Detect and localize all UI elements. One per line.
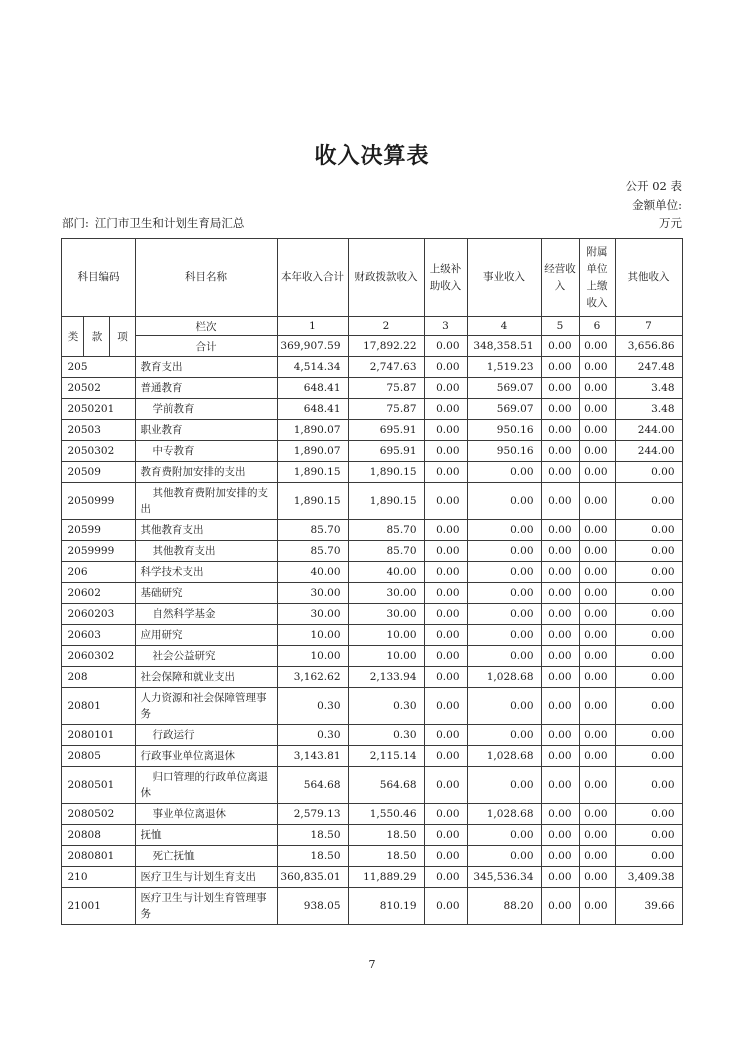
value-cell: 0.00 — [615, 688, 682, 725]
value-cell: 10.00 — [348, 625, 424, 646]
value-cell: 0.00 — [615, 541, 682, 562]
value-cell: 0.00 — [579, 399, 615, 420]
value-cell: 0.00 — [615, 583, 682, 604]
value-cell: 0.00 — [467, 562, 541, 583]
value-cell: 18.50 — [277, 846, 348, 867]
lanci-number: 1 — [277, 317, 348, 336]
value-cell: 1,890.15 — [348, 462, 424, 483]
subject-name-cell: 职业教育 — [135, 420, 277, 441]
value-cell: 1,028.68 — [467, 746, 541, 767]
value-cell: 0.00 — [424, 441, 467, 462]
subject-code-cell: 205 — [62, 357, 135, 378]
value-cell: 0.00 — [467, 767, 541, 804]
value-cell: 0.00 — [579, 646, 615, 667]
value-cell: 1,890.07 — [277, 420, 348, 441]
value-cell: 0.00 — [467, 825, 541, 846]
value-cell: 2,747.63 — [348, 357, 424, 378]
lanci-number: 4 — [467, 317, 541, 336]
revenue-table — [61, 238, 682, 925]
value-cell: 0.00 — [541, 804, 579, 825]
value-cell: 3,143.81 — [277, 746, 348, 767]
value-cell: 88.20 — [467, 888, 541, 925]
value-cell: 0.00 — [615, 825, 682, 846]
value-cell: 40.00 — [277, 562, 348, 583]
value-cell: 0.00 — [615, 520, 682, 541]
subject-name-cell: 自然科学基金 — [135, 604, 277, 625]
value-cell: 0.00 — [541, 746, 579, 767]
value-cell: 0.00 — [579, 825, 615, 846]
value-cell: 1,890.15 — [277, 462, 348, 483]
department — [62, 215, 244, 232]
value-cell: 0.00 — [579, 867, 615, 888]
subject-code-cell: 20602 — [62, 583, 135, 604]
value-cell: 0.00 — [541, 846, 579, 867]
value-cell: 0.00 — [541, 825, 579, 846]
value-cell: 0.30 — [348, 688, 424, 725]
value-cell: 10.00 — [277, 646, 348, 667]
value-cell: 0.00 — [615, 483, 682, 520]
value-cell: 0.00 — [579, 583, 615, 604]
value-cell: 0.00 — [579, 688, 615, 725]
lanci-number: 7 — [615, 317, 682, 336]
value-cell: 0.00 — [424, 867, 467, 888]
table-row — [62, 583, 682, 604]
value-cell: 244.00 — [615, 420, 682, 441]
value-cell: 0.00 — [615, 625, 682, 646]
table-header — [62, 239, 682, 357]
value-cell: 0.00 — [541, 399, 579, 420]
subject-code-cell: 206 — [62, 562, 135, 583]
lanci-label: 栏次 — [135, 317, 277, 336]
table-row — [62, 667, 682, 688]
value-cell: 2,579.13 — [277, 804, 348, 825]
table-row — [62, 520, 682, 541]
value-cell: 0.00 — [579, 725, 615, 746]
subject-code-cell: 20603 — [62, 625, 135, 646]
value-cell: 0.00 — [424, 378, 467, 399]
lanci-number: 3 — [424, 317, 467, 336]
value-cell: 0.00 — [615, 846, 682, 867]
header-col-fiscal: 财政拨款收入 — [348, 239, 424, 317]
table-row — [62, 625, 682, 646]
value-cell: 247.48 — [615, 357, 682, 378]
value-cell: 564.68 — [348, 767, 424, 804]
value-cell: 0.00 — [541, 357, 579, 378]
table-row — [62, 688, 682, 725]
subject-name-cell: 其他教育支出 — [135, 520, 277, 541]
department-label: 部门: — [62, 216, 89, 230]
header-col-affiliate: 附属单位上缴收入 — [579, 239, 615, 317]
subject-name-cell: 应用研究 — [135, 625, 277, 646]
value-cell: 0.00 — [541, 725, 579, 746]
value-cell: 0.00 — [424, 483, 467, 520]
value-cell: 0.00 — [541, 688, 579, 725]
value-cell: 0.00 — [579, 357, 615, 378]
value-cell: 0.00 — [467, 520, 541, 541]
value-cell: 0.30 — [277, 688, 348, 725]
table-row — [62, 420, 682, 441]
value-cell: 0.00 — [424, 583, 467, 604]
table-row — [62, 378, 682, 399]
value-cell: 1,890.15 — [348, 483, 424, 520]
subject-name-cell: 死亡抚恤 — [135, 846, 277, 867]
value-cell: 0.00 — [424, 357, 467, 378]
value-cell: 0.00 — [424, 667, 467, 688]
subject-code-cell: 2050302 — [62, 441, 135, 462]
table-row — [62, 825, 682, 846]
subject-name-cell: 学前教育 — [135, 399, 277, 420]
value-cell: 0.00 — [579, 562, 615, 583]
subject-name-cell: 教育费附加安排的支出 — [135, 462, 277, 483]
unit-label: 金额单位: — [632, 198, 682, 212]
value-cell: 0.00 — [424, 420, 467, 441]
value-cell: 18.50 — [277, 825, 348, 846]
value-cell: 0.00 — [541, 646, 579, 667]
subject-name-cell: 教育支出 — [135, 357, 277, 378]
value-cell: 0.00 — [424, 625, 467, 646]
value-cell: 3.48 — [615, 399, 682, 420]
value-cell: 950.16 — [467, 420, 541, 441]
value-cell: 0.00 — [579, 462, 615, 483]
table-row — [62, 725, 682, 746]
value-cell: 75.87 — [348, 378, 424, 399]
value-cell: 569.07 — [467, 378, 541, 399]
value-cell: 0.00 — [579, 625, 615, 646]
value-cell: 810.19 — [348, 888, 424, 925]
table-row — [62, 604, 682, 625]
value-cell: 648.41 — [277, 399, 348, 420]
table-row — [62, 483, 682, 520]
subject-code-cell: 20808 — [62, 825, 135, 846]
value-cell: 0.00 — [541, 867, 579, 888]
subject-code-cell: 20502 — [62, 378, 135, 399]
value-cell: 3,162.62 — [277, 667, 348, 688]
lanci-number: 2 — [348, 317, 424, 336]
total-value: 369,907.59 — [277, 336, 348, 357]
value-cell: 695.91 — [348, 441, 424, 462]
subject-name-cell: 科学技术支出 — [135, 562, 277, 583]
value-cell: 0.00 — [467, 462, 541, 483]
header-row-lanci — [62, 317, 682, 336]
value-cell: 0.00 — [424, 399, 467, 420]
total-value: 348,358.51 — [467, 336, 541, 357]
table-row — [62, 888, 682, 925]
value-cell: 0.00 — [579, 888, 615, 925]
subject-name-cell: 抚恤 — [135, 825, 277, 846]
subject-name-cell: 医疗卫生与计划生育支出 — [135, 867, 277, 888]
header-col-business: 事业收入 — [467, 239, 541, 317]
department-value: 江门市卫生和计划生育局汇总 — [94, 216, 245, 230]
subject-name-cell: 归口管理的行政单位离退休 — [135, 767, 277, 804]
sheet-label: 公开 02 表 — [625, 179, 682, 193]
value-cell: 0.00 — [541, 888, 579, 925]
value-cell: 0.00 — [467, 583, 541, 604]
value-cell: 0.00 — [541, 378, 579, 399]
value-cell: 0.00 — [467, 688, 541, 725]
table-row — [62, 646, 682, 667]
value-cell: 39.66 — [615, 888, 682, 925]
value-cell: 85.70 — [277, 520, 348, 541]
total-value: 0.00 — [541, 336, 579, 357]
subject-code-cell: 208 — [62, 667, 135, 688]
total-value: 3,656.86 — [615, 336, 682, 357]
subject-name-cell: 其他教育支出 — [135, 541, 277, 562]
page-title: 收入决算表 — [314, 143, 430, 169]
value-cell: 0.00 — [424, 846, 467, 867]
value-cell: 345,536.34 — [467, 867, 541, 888]
value-cell: 0.00 — [579, 420, 615, 441]
subject-code-cell: 2050201 — [62, 399, 135, 420]
subject-code-cell: 20599 — [62, 520, 135, 541]
subject-code-cell: 2050999 — [62, 483, 135, 520]
subject-code-cell: 21001 — [62, 888, 135, 925]
value-cell: 0.00 — [541, 420, 579, 441]
value-cell: 0.00 — [579, 520, 615, 541]
value-cell: 0.00 — [541, 541, 579, 562]
value-cell: 0.00 — [579, 483, 615, 520]
header-subject-name: 科目名称 — [135, 239, 277, 317]
value-cell: 0.00 — [424, 646, 467, 667]
value-cell: 0.00 — [424, 725, 467, 746]
subject-code-cell: 2080502 — [62, 804, 135, 825]
header-subitem: 项 — [110, 317, 135, 357]
value-cell: 85.70 — [348, 520, 424, 541]
subject-code-cell: 20801 — [62, 688, 135, 725]
value-cell: 0.00 — [579, 441, 615, 462]
subject-code-cell: 2060302 — [62, 646, 135, 667]
value-cell: 0.00 — [541, 483, 579, 520]
value-cell: 0.00 — [541, 520, 579, 541]
value-cell: 11,889.29 — [348, 867, 424, 888]
subject-name-cell: 基础研究 — [135, 583, 277, 604]
table-row — [62, 746, 682, 767]
value-cell: 569.07 — [467, 399, 541, 420]
table-row — [62, 846, 682, 867]
total-value: 0.00 — [579, 336, 615, 357]
value-cell: 0.00 — [579, 846, 615, 867]
value-cell: 3,409.38 — [615, 867, 682, 888]
value-cell: 0.00 — [424, 688, 467, 725]
subject-name-cell: 人力资源和社会保障管理事务 — [135, 688, 277, 725]
value-cell: 75.87 — [348, 399, 424, 420]
value-cell: 695.91 — [348, 420, 424, 441]
table-row — [62, 804, 682, 825]
subject-code-cell: 20509 — [62, 462, 135, 483]
value-cell: 0.00 — [615, 604, 682, 625]
value-cell: 1,890.07 — [277, 441, 348, 462]
value-cell: 0.00 — [424, 462, 467, 483]
table-row — [62, 541, 682, 562]
subject-name-cell: 普通教育 — [135, 378, 277, 399]
value-cell: 0.00 — [579, 767, 615, 804]
header-col-subsidy: 上级补助收入 — [424, 239, 467, 317]
value-cell: 0.00 — [615, 462, 682, 483]
value-cell: 0.00 — [615, 725, 682, 746]
value-cell: 1,028.68 — [467, 804, 541, 825]
value-cell: 0.30 — [277, 725, 348, 746]
value-cell: 2,133.94 — [348, 667, 424, 688]
value-cell: 0.00 — [424, 520, 467, 541]
value-cell: 0.00 — [424, 804, 467, 825]
value-cell: 0.00 — [541, 562, 579, 583]
value-cell: 0.00 — [467, 646, 541, 667]
value-cell: 0.00 — [424, 541, 467, 562]
value-cell: 0.00 — [541, 625, 579, 646]
value-cell: 0.00 — [467, 625, 541, 646]
subject-name-cell: 医疗卫生与计划生育管理事务 — [135, 888, 277, 925]
value-cell: 40.00 — [348, 562, 424, 583]
value-cell: 1,028.68 — [467, 667, 541, 688]
value-cell: 0.00 — [541, 583, 579, 604]
table-row — [62, 462, 682, 483]
value-cell: 0.00 — [541, 767, 579, 804]
value-cell: 0.00 — [424, 767, 467, 804]
department-line — [62, 215, 682, 232]
lanci-number: 5 — [541, 317, 579, 336]
subject-code-cell: 20805 — [62, 746, 135, 767]
value-cell: 0.00 — [541, 441, 579, 462]
value-cell: 0.00 — [615, 667, 682, 688]
value-cell: 950.16 — [467, 441, 541, 462]
value-cell: 30.00 — [348, 583, 424, 604]
header-col-total: 本年收入合计 — [277, 239, 348, 317]
value-cell: 85.70 — [348, 541, 424, 562]
table-row — [62, 357, 682, 378]
value-cell: 0.00 — [424, 746, 467, 767]
subject-code-cell: 2080801 — [62, 846, 135, 867]
value-cell: 0.00 — [579, 746, 615, 767]
table-row — [62, 867, 682, 888]
value-cell: 648.41 — [277, 378, 348, 399]
value-cell: 0.00 — [541, 667, 579, 688]
value-cell: 1,550.46 — [348, 804, 424, 825]
value-cell: 244.00 — [615, 441, 682, 462]
value-cell: 0.00 — [467, 483, 541, 520]
value-cell: 0.00 — [615, 562, 682, 583]
unit-value: 万元 — [659, 216, 682, 230]
value-cell: 10.00 — [277, 625, 348, 646]
subject-code-cell: 2080501 — [62, 767, 135, 804]
value-cell: 0.00 — [579, 604, 615, 625]
header-class: 类 — [62, 317, 84, 357]
value-cell: 0.00 — [424, 825, 467, 846]
value-cell: 938.05 — [277, 888, 348, 925]
meta-block — [62, 177, 682, 215]
value-cell: 1,890.15 — [277, 483, 348, 520]
table-body — [62, 357, 682, 925]
value-cell: 0.00 — [615, 767, 682, 804]
value-cell: 360,835.01 — [277, 867, 348, 888]
lanci-number: 6 — [579, 317, 615, 336]
value-cell: 0.00 — [579, 541, 615, 562]
value-cell: 0.00 — [424, 888, 467, 925]
value-cell: 18.50 — [348, 846, 424, 867]
header-row-main — [62, 239, 682, 317]
value-cell: 10.00 — [348, 646, 424, 667]
subject-code-cell: 2059999 — [62, 541, 135, 562]
value-cell: 0.00 — [467, 846, 541, 867]
header-item: 款 — [84, 317, 110, 357]
value-cell: 0.00 — [467, 541, 541, 562]
table-row — [62, 562, 682, 583]
total-label: 合计 — [135, 336, 277, 357]
value-cell: 0.00 — [541, 604, 579, 625]
page-number: 7 — [368, 958, 376, 971]
value-cell: 0.00 — [615, 646, 682, 667]
value-cell: 0.00 — [615, 746, 682, 767]
value-cell: 30.00 — [277, 604, 348, 625]
subject-name-cell: 行政运行 — [135, 725, 277, 746]
table-row — [62, 399, 682, 420]
total-value: 0.00 — [424, 336, 467, 357]
value-cell: 30.00 — [348, 604, 424, 625]
header-subject-code: 科目编码 — [62, 239, 135, 317]
total-row — [62, 336, 682, 357]
value-cell: 0.00 — [541, 462, 579, 483]
value-cell: 0.00 — [424, 562, 467, 583]
value-cell: 1,519.23 — [467, 357, 541, 378]
value-cell: 0.00 — [467, 725, 541, 746]
subject-code-cell: 2060203 — [62, 604, 135, 625]
value-cell: 0.00 — [579, 667, 615, 688]
value-cell: 30.00 — [277, 583, 348, 604]
value-cell: 564.68 — [277, 767, 348, 804]
value-cell: 85.70 — [277, 541, 348, 562]
subject-name-cell: 社会公益研究 — [135, 646, 277, 667]
subject-code-cell: 210 — [62, 867, 135, 888]
header-col-operating: 经营收入 — [541, 239, 579, 317]
value-cell: 2,115.14 — [348, 746, 424, 767]
value-cell: 0.00 — [579, 804, 615, 825]
value-cell: 18.50 — [348, 825, 424, 846]
value-cell: 0.00 — [615, 804, 682, 825]
value-cell: 4,514.34 — [277, 357, 348, 378]
subject-name-cell: 事业单位离退休 — [135, 804, 277, 825]
value-cell: 0.00 — [579, 378, 615, 399]
subject-code-cell: 2080101 — [62, 725, 135, 746]
subject-name-cell: 其他教育费附加安排的支出 — [135, 483, 277, 520]
subject-name-cell: 行政事业单位离退休 — [135, 746, 277, 767]
subject-name-cell: 社会保障和就业支出 — [135, 667, 277, 688]
table-row — [62, 441, 682, 462]
subject-name-cell: 中专教育 — [135, 441, 277, 462]
total-value: 17,892.22 — [348, 336, 424, 357]
table-row — [62, 767, 682, 804]
subject-code-cell: 20503 — [62, 420, 135, 441]
value-cell: 0.00 — [424, 604, 467, 625]
header-col-other: 其他收入 — [615, 239, 682, 317]
value-cell: 3.48 — [615, 378, 682, 399]
value-cell: 0.30 — [348, 725, 424, 746]
value-cell: 0.00 — [467, 604, 541, 625]
